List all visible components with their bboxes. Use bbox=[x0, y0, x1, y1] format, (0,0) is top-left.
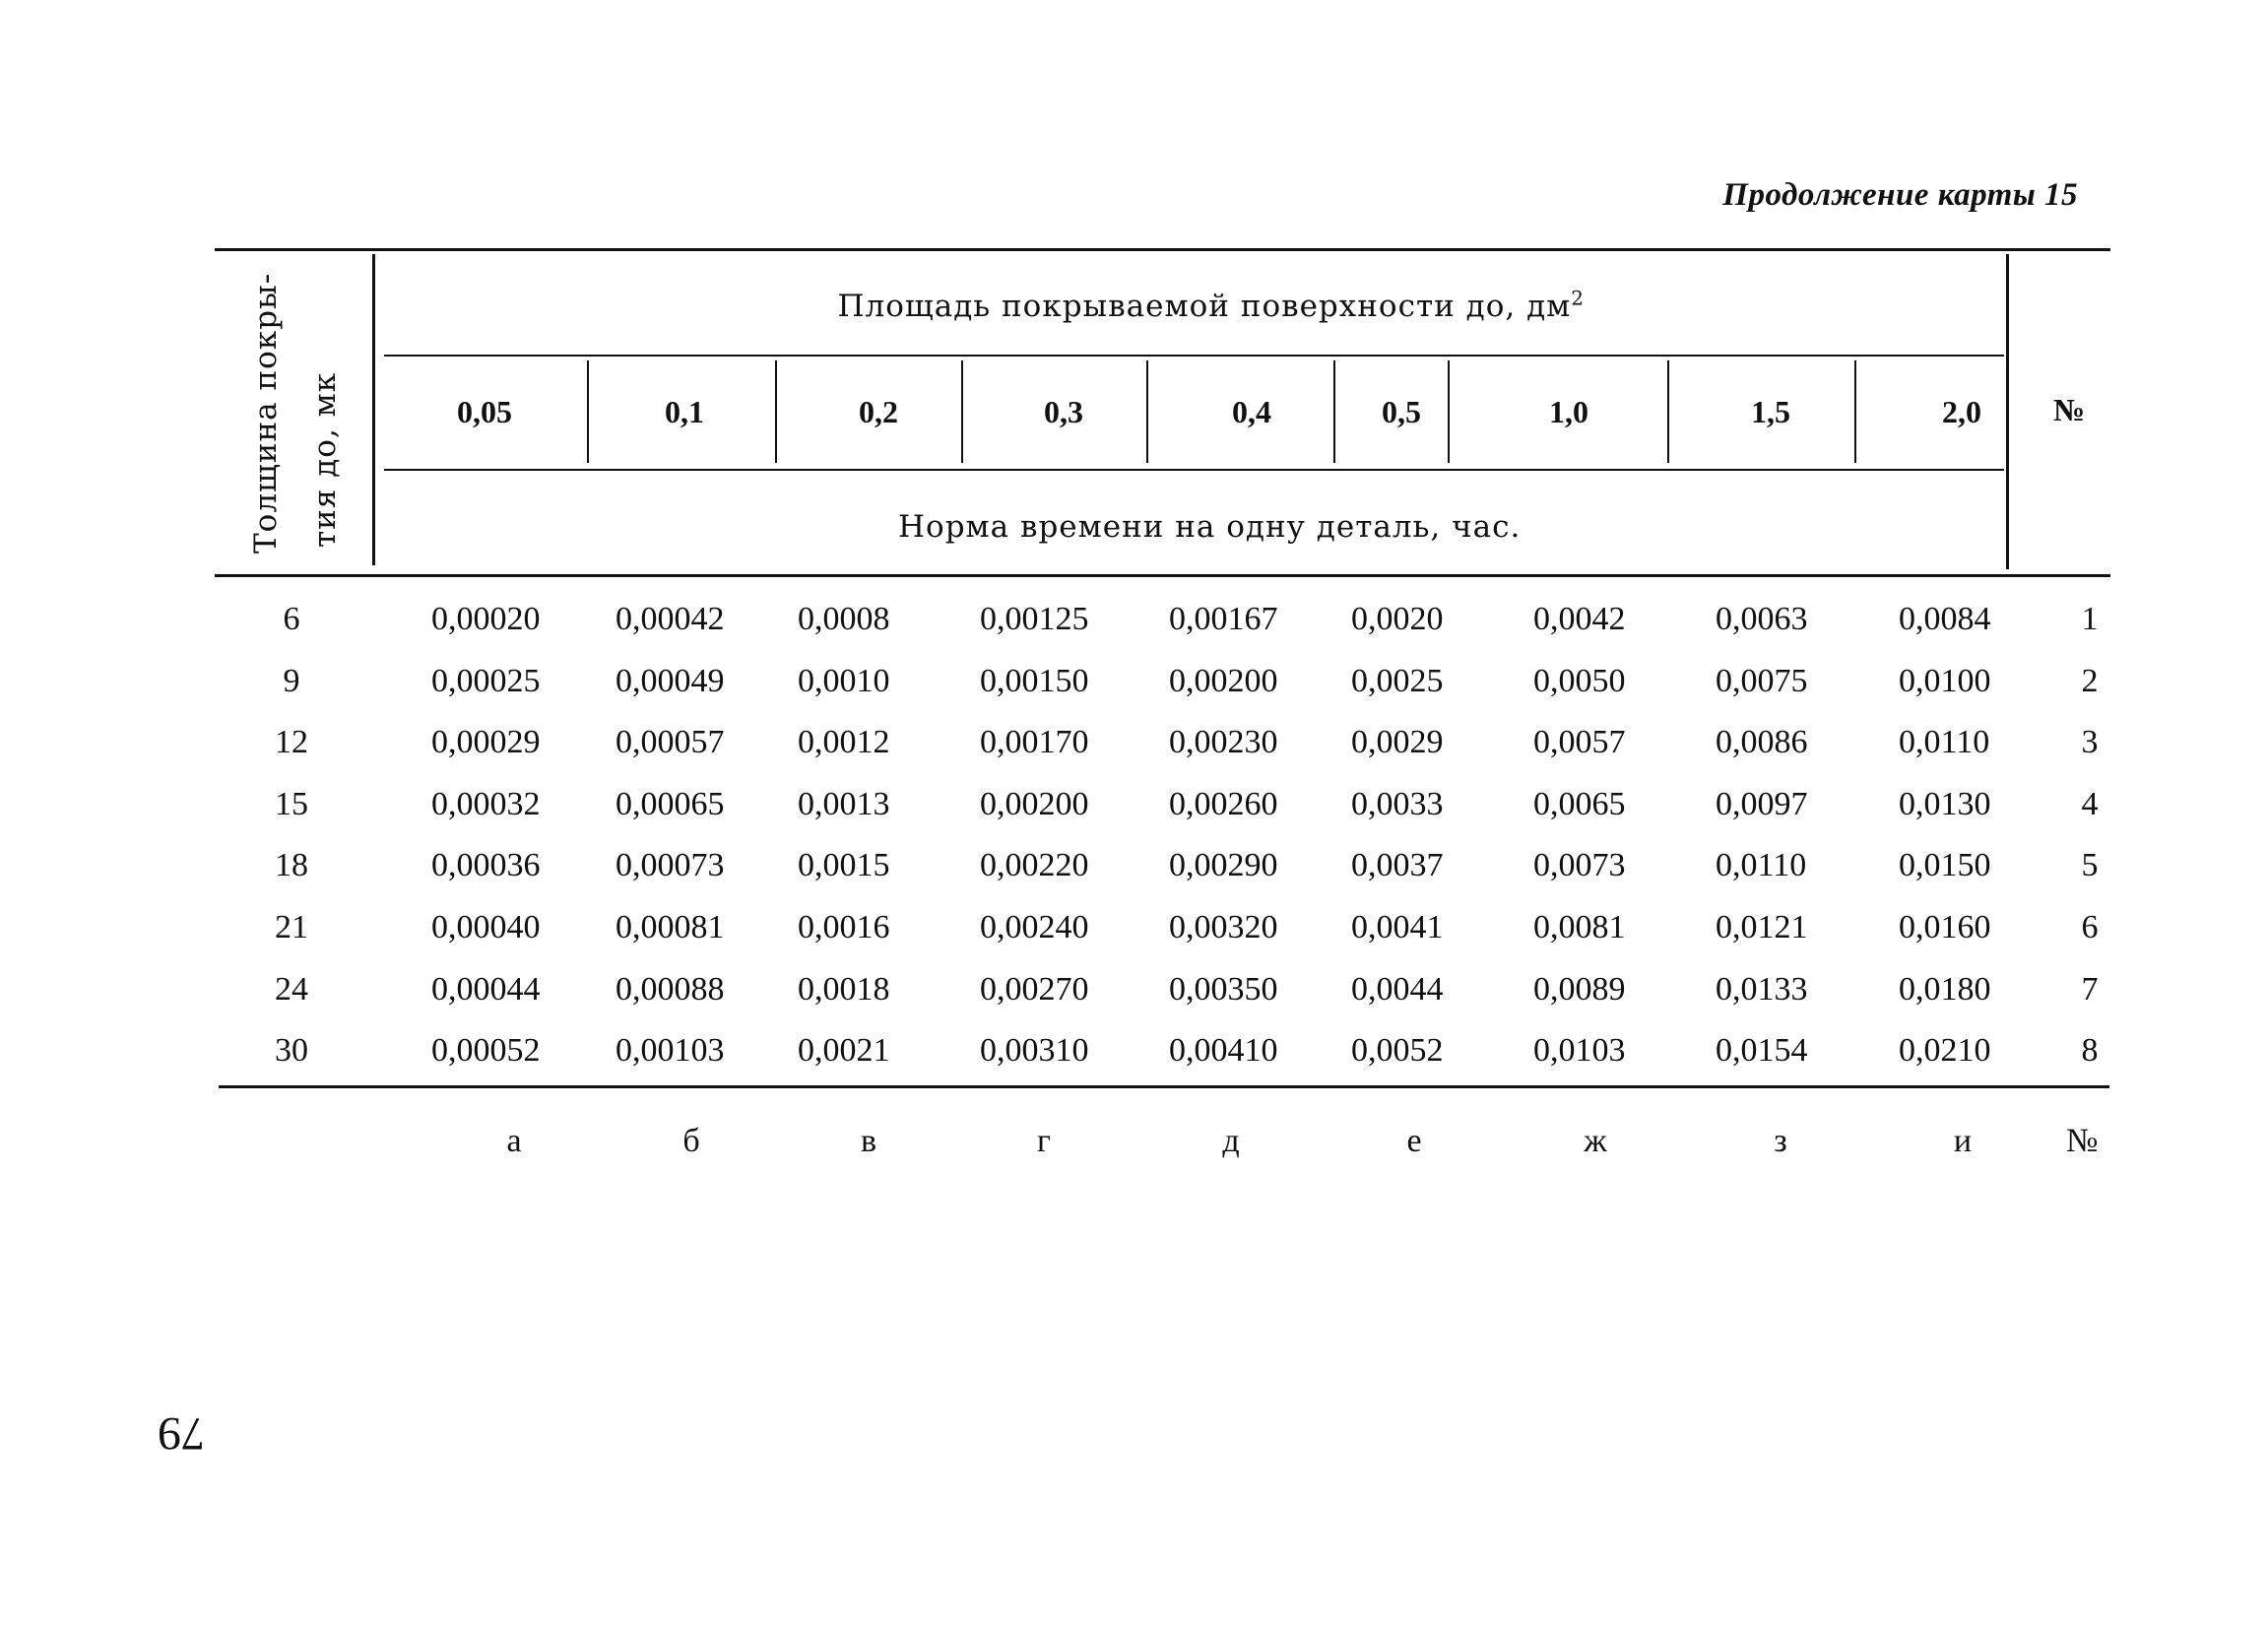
area-separator-8 bbox=[1854, 360, 1856, 463]
column-letter: г bbox=[1037, 1123, 1051, 1159]
thickness-cell: 6 bbox=[283, 601, 300, 637]
time-norm-cell: 0,00270 bbox=[980, 970, 1089, 1008]
time-norm-cell: 0,0073 bbox=[1533, 847, 1626, 884]
time-norm-cell: 0,00240 bbox=[980, 909, 1089, 945]
area-value: 0,1 bbox=[665, 394, 704, 429]
table-top-rule bbox=[215, 248, 2110, 251]
column-letter: а bbox=[506, 1123, 522, 1159]
area-unit-exponent: 2 bbox=[1571, 286, 1585, 310]
row-number-cell: 5 bbox=[2081, 847, 2099, 884]
row-number-cell: 8 bbox=[2081, 1032, 2099, 1070]
row-header-separator bbox=[372, 254, 375, 565]
time-norm-cell: 0,0052 bbox=[1351, 1032, 1444, 1070]
time-norm-cell: 0,00081 bbox=[616, 909, 725, 945]
row-number-cell: 6 bbox=[2081, 909, 2099, 945]
area-value: 0,3 bbox=[1044, 394, 1083, 429]
time-norm-cell: 0,00320 bbox=[1169, 909, 1278, 945]
time-norm-cell: 0,0084 bbox=[1899, 601, 1991, 637]
row-number-cell: 4 bbox=[2081, 785, 2099, 822]
time-norm-cell: 0,00044 bbox=[431, 970, 541, 1008]
time-norm-header: Норма времени на одну деталь, час. bbox=[898, 509, 1522, 545]
area-header-text: Площадь покрываемой поверхности до, дм bbox=[837, 289, 1572, 324]
time-norm-cell: 0,00040 bbox=[431, 909, 541, 945]
time-norm-cell: 0,00230 bbox=[1169, 724, 1278, 761]
time-norm-cell: 0,00088 bbox=[616, 970, 725, 1008]
time-norm-cell: 0,0133 bbox=[1716, 970, 1808, 1008]
time-norm-cell: 0,00170 bbox=[980, 724, 1089, 761]
time-norm-cell: 0,00065 bbox=[616, 785, 725, 822]
time-norm-cell: 0,0015 bbox=[798, 847, 890, 884]
time-norm-cell: 0,0044 bbox=[1351, 970, 1444, 1008]
time-norm-cell: 0,0010 bbox=[798, 662, 890, 699]
time-norm-cell: 0,0025 bbox=[1351, 662, 1444, 699]
row-number-cell: 7 bbox=[2081, 970, 2099, 1008]
thickness-cell: 24 bbox=[275, 970, 308, 1008]
time-norm-cell: 0,0029 bbox=[1351, 724, 1444, 761]
time-norm-cell: 0,00200 bbox=[1169, 662, 1278, 699]
time-norm-cell: 0,0160 bbox=[1899, 909, 1991, 945]
time-norm-cell: 0,0057 bbox=[1533, 724, 1626, 761]
thickness-header-line2: тия до, мк bbox=[307, 371, 343, 548]
time-norm-cell: 0,00125 bbox=[980, 601, 1089, 637]
column-letter: б bbox=[682, 1123, 700, 1159]
time-norm-cell: 0,0086 bbox=[1716, 724, 1808, 761]
time-norm-cell: 0,00290 bbox=[1169, 847, 1278, 884]
time-norm-cell: 0,0016 bbox=[798, 909, 890, 945]
time-norm-cell: 0,0110 bbox=[1716, 847, 1807, 884]
time-norm-cell: 0,00049 bbox=[616, 662, 725, 699]
time-norm-cell: 0,0020 bbox=[1351, 601, 1444, 637]
time-norm-cell: 0,00167 bbox=[1169, 601, 1278, 637]
time-norm-cell: 0,0012 bbox=[798, 724, 890, 761]
time-norm-cell: 0,00150 bbox=[980, 662, 1089, 699]
thickness-cell: 21 bbox=[275, 909, 308, 945]
thickness-cell: 12 bbox=[275, 724, 308, 761]
time-norm-cell: 0,0037 bbox=[1351, 847, 1444, 884]
area-value: 0,2 bbox=[859, 394, 898, 429]
time-norm-cell: 0,0154 bbox=[1716, 1032, 1808, 1070]
time-norm-cell: 0,0089 bbox=[1533, 970, 1626, 1008]
area-separator-1 bbox=[587, 360, 589, 463]
time-norm-cell: 0,0033 bbox=[1351, 785, 1444, 822]
area-value: 1,0 bbox=[1549, 394, 1588, 429]
time-norm-cell: 0,0021 bbox=[798, 1032, 890, 1070]
area-value: 1,5 bbox=[1751, 394, 1790, 429]
area-value: 2,0 bbox=[1942, 394, 1981, 429]
time-norm-cell: 0,0103 bbox=[1533, 1032, 1626, 1070]
area-values-underline bbox=[384, 469, 2004, 471]
time-norm-cell: 0,00310 bbox=[980, 1032, 1089, 1070]
time-norm-cell: 0,0050 bbox=[1533, 662, 1626, 699]
column-letter: д bbox=[1222, 1123, 1240, 1159]
column-letter: з bbox=[1774, 1123, 1787, 1159]
column-letter: в bbox=[860, 1123, 877, 1159]
time-norm-cell: 0,0081 bbox=[1533, 909, 1626, 945]
time-norm-cell: 0,00052 bbox=[431, 1032, 541, 1070]
time-norm-cell: 0,0075 bbox=[1716, 662, 1808, 699]
thickness-cell: 30 bbox=[275, 1032, 308, 1070]
area-header bbox=[837, 286, 1586, 324]
area-separator-4 bbox=[1146, 360, 1148, 463]
area-value: 0,5 bbox=[1382, 394, 1421, 429]
time-norm-cell: 0,0063 bbox=[1716, 601, 1808, 637]
area-value: 0,4 bbox=[1232, 394, 1271, 429]
time-norm-cell: 0,0013 bbox=[798, 785, 890, 822]
time-norm-cell: 0,00410 bbox=[1169, 1032, 1278, 1070]
number-column-header: № bbox=[2053, 392, 2086, 427]
column-letter: е bbox=[1406, 1123, 1422, 1159]
time-norm-cell: 0,00350 bbox=[1169, 970, 1278, 1008]
time-norm-cell: 0,00025 bbox=[431, 662, 541, 699]
time-norm-cell: 0,0210 bbox=[1899, 1032, 1991, 1070]
area-separator-7 bbox=[1667, 360, 1669, 463]
letters-number-label: № bbox=[2066, 1123, 2099, 1159]
time-norm-cell: 0,00220 bbox=[980, 847, 1089, 884]
time-norm-cell: 0,00042 bbox=[616, 601, 725, 637]
area-separator-2 bbox=[775, 360, 777, 463]
time-norm-cell: 0,00032 bbox=[431, 785, 541, 822]
time-norm-cell: 0,0110 bbox=[1899, 724, 1990, 761]
row-number-cell: 2 bbox=[2081, 662, 2099, 699]
area-separator-3 bbox=[961, 360, 963, 463]
time-norm-cell: 0,00260 bbox=[1169, 785, 1278, 822]
time-norm-cell: 0,00020 bbox=[431, 601, 541, 637]
time-norm-cell: 0,0041 bbox=[1351, 909, 1444, 945]
area-title-underline bbox=[384, 355, 2004, 357]
area-value: 0,05 bbox=[457, 394, 512, 429]
time-norm-cell: 0,00103 bbox=[616, 1032, 725, 1070]
time-norm-cell: 0,0130 bbox=[1899, 785, 1991, 822]
time-norm-cell: 0,00200 bbox=[980, 785, 1089, 822]
time-norm-cell: 0,00073 bbox=[616, 847, 725, 884]
time-norm-cell: 0,0042 bbox=[1533, 601, 1626, 637]
column-letter: и bbox=[1953, 1123, 1973, 1159]
page-caption: Продолжение карты 15 bbox=[1722, 177, 2078, 213]
time-norm-cell: 0,0100 bbox=[1899, 662, 1991, 699]
time-norm-cell: 0,00036 bbox=[431, 847, 541, 884]
time-norm-cell: 0,0008 bbox=[798, 601, 890, 637]
row-number-cell: 3 bbox=[2081, 724, 2099, 761]
thickness-cell: 15 bbox=[275, 785, 308, 822]
time-norm-cell: 0,0018 bbox=[798, 970, 890, 1008]
time-norm-cell: 0,0097 bbox=[1716, 785, 1808, 822]
column-letter: ж bbox=[1584, 1123, 1607, 1159]
thickness-header-line1: Толщина покры- bbox=[248, 272, 284, 554]
time-norm-cell: 0,0065 bbox=[1533, 785, 1626, 822]
time-norm-cell: 0,00029 bbox=[431, 724, 541, 761]
time-norm-cell: 0,0150 bbox=[1899, 847, 1991, 884]
header-bottom-rule bbox=[215, 574, 2110, 577]
row-number-cell: 1 bbox=[2081, 601, 2099, 637]
time-norm-cell: 0,0121 bbox=[1716, 909, 1808, 945]
thickness-cell: 9 bbox=[283, 662, 300, 699]
table-bottom-rule bbox=[219, 1085, 2109, 1088]
thickness-cell: 18 bbox=[275, 847, 308, 884]
time-norm-cell: 0,00057 bbox=[616, 724, 725, 761]
page-number: 79 bbox=[158, 1407, 205, 1460]
time-norm-cell: 0,0180 bbox=[1899, 970, 1991, 1008]
